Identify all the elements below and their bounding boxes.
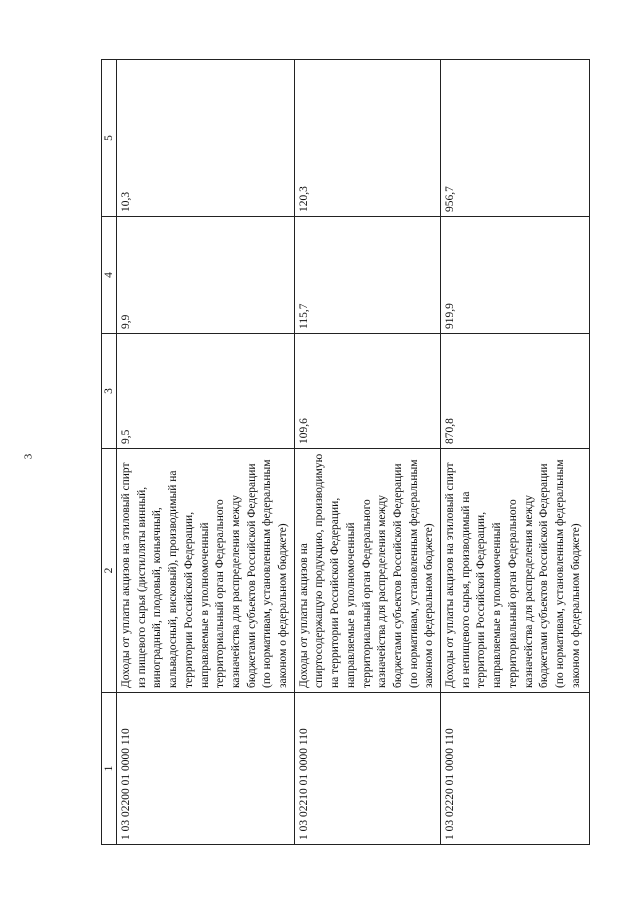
description-cell: Доходы от уплаты акцизов на этиловый спирт из пищевого сырья (дистилляты винный, виноградный, плодовый, коньячный, кальвадосный, висковый), производимый на территории Российской Федерации, направляемые в уполномоченный территориальный орган Федерального казначейства для распределения между бюджетами субъектов Российской Федерации (по нормативам, установленным федеральным законом о федеральном бюджете)	[117, 449, 295, 693]
budget-code-cell: 1 03 02210 01 0000 110	[294, 693, 440, 845]
description-cell: Доходы от уплаты акцизов на этиловый спирт из непищевого сырья, производимый на территории Российской Федерации, направляемые в уполномоченный территориальный орган Федерального казначейства для распределения между бюджетами субъектов Российской Федерации (по нормативам, установленным федеральным законом о федеральном бюджете)	[441, 449, 590, 693]
column-header: 4	[102, 217, 117, 334]
value-col4-cell: 9,9	[117, 217, 295, 334]
table-row	[441, 60, 590, 845]
value-col5-cell: 10,3	[117, 60, 295, 217]
value-col4-cell: 919,9	[441, 217, 590, 334]
value-col3-cell: 870,8	[441, 334, 590, 449]
value-col3-cell: 9,5	[117, 334, 295, 449]
column-header: 1	[102, 693, 117, 845]
table-header-row	[102, 60, 117, 845]
table-row	[294, 60, 440, 845]
value-col4-cell: 115,7	[294, 217, 440, 334]
revenue-table-container	[101, 60, 582, 845]
page-number: 3	[22, 453, 35, 460]
budget-code-cell: 1 03 02200 01 0000 110	[117, 693, 295, 845]
column-header: 3	[102, 334, 117, 449]
revenue-table-rotated	[101, 60, 582, 845]
description-cell: Доходы от уплаты акцизов на спиртосодержащую продукцию, производимую на территории Российской Федерации, направляемые в уполномоченный территориальный орган Федерального казначейства для распределения между бюджетами субъектов Российской Федерации (по нормативам, установленным федеральным законом о федеральном бюджете)	[294, 449, 440, 693]
value-col3-cell: 109,6	[294, 334, 440, 449]
table-row	[117, 60, 295, 845]
column-header: 5	[102, 60, 117, 217]
value-col5-cell: 120,3	[294, 60, 440, 217]
column-header: 2	[102, 449, 117, 693]
budget-code-cell: 1 03 02220 01 0000 110	[441, 693, 590, 845]
revenue-table	[101, 59, 590, 845]
value-col5-cell: 956,7	[441, 60, 590, 217]
